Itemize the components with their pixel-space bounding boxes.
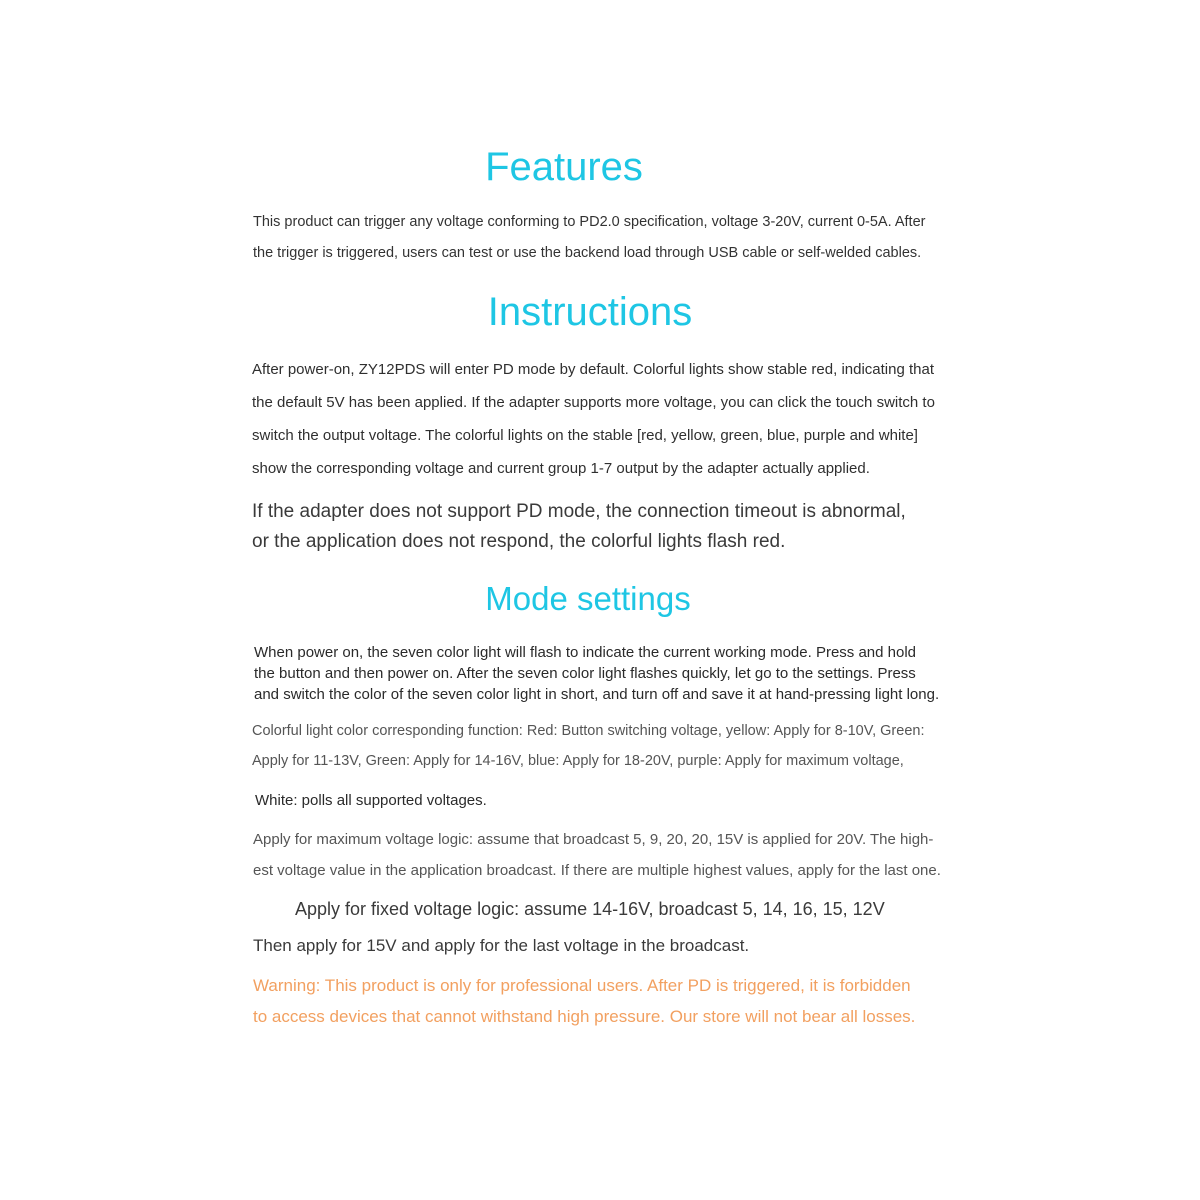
- warning-line-1: Warning: This product is only for professional users. After PD is triggered, it is forbidden: [253, 976, 911, 995]
- instructions-line-4: show the corresponding voltage and current group 1-7 output by the adapter actually applied.: [252, 460, 870, 477]
- fixed-voltage-logic-followup: Then apply for 15V and apply for the last voltage in the broadcast.: [253, 936, 750, 955]
- color-functions-line-2: Apply for 11-13V, Green: Apply for 14-16V, blue: Apply for 18-20V, purple: Apply for maximum voltage,: [252, 753, 904, 769]
- white-note: White: polls all supported voltages.: [255, 792, 487, 809]
- mode-settings-paragraph: [254, 642, 939, 705]
- instructions-heading: Instructions: [487, 290, 693, 334]
- mode-settings-line-1: When power on, the seven color light will flash to indicate the current working mode. Press and hold: [254, 644, 917, 661]
- color-functions-paragraph: [252, 716, 924, 776]
- max-logic-line-2: est voltage value in the application broadcast. If there are multiple highest values, apply for the last one.: [253, 862, 941, 879]
- features-heading: Features: [485, 145, 643, 189]
- color-functions-line-1: Colorful light color corresponding function: Red: Button switching voltage, yellow: Apply for 8-10V, Green:: [252, 723, 925, 739]
- max-logic-line-1: Apply for maximum voltage logic: assume that broadcast 5, 9, 20, 20, 15V is applied for 20V. The high-: [253, 831, 934, 848]
- fixed-voltage-logic: Apply for fixed voltage logic: assume 14-16V, broadcast 5, 14, 16, 15, 12V: [295, 899, 885, 919]
- instructions-line-1: After power-on, ZY12PDS will enter PD mode by default. Colorful lights show stable red, indicating that: [252, 361, 935, 378]
- instructions-line-2: the default 5V has been applied. If the adapter supports more voltage, you can click the touch switch to: [252, 394, 935, 411]
- instructions-para2-line-1: If the adapter does not support PD mode, the connection timeout is abnormal,: [252, 501, 906, 522]
- instructions-line-3: switch the output voltage. The colorful lights on the stable [red, yellow, green, blue, purple and white]: [252, 427, 918, 444]
- max-voltage-logic-paragraph: [253, 824, 941, 886]
- warning-paragraph: [253, 970, 915, 1032]
- features-line-2: the trigger is triggered, users can test or use the backend load through USB cable or self-welded cables.: [253, 245, 922, 261]
- features-line-1: This product can trigger any voltage conforming to PD2.0 specification, voltage 3-20V, current 0-5A. After: [253, 214, 926, 230]
- instructions-para2-line-2: or the application does not respond, the colorful lights flash red.: [252, 531, 786, 552]
- mode-settings-line-2: the button and then power on. After the seven color light flashes quickly, let go to the settings. Press: [254, 665, 916, 682]
- warning-line-2: to access devices that cannot withstand high pressure. Our store will not bear all losses.: [253, 1007, 916, 1026]
- features-paragraph: [253, 207, 925, 269]
- mode-settings-line-3: and switch the color of the seven color light in short, and turn off and save it at hand-pressing light long.: [254, 686, 940, 703]
- instructions-paragraph-1: [252, 353, 935, 485]
- mode-settings-heading: Mode settings: [485, 580, 691, 617]
- instructions-paragraph-2: [252, 497, 906, 557]
